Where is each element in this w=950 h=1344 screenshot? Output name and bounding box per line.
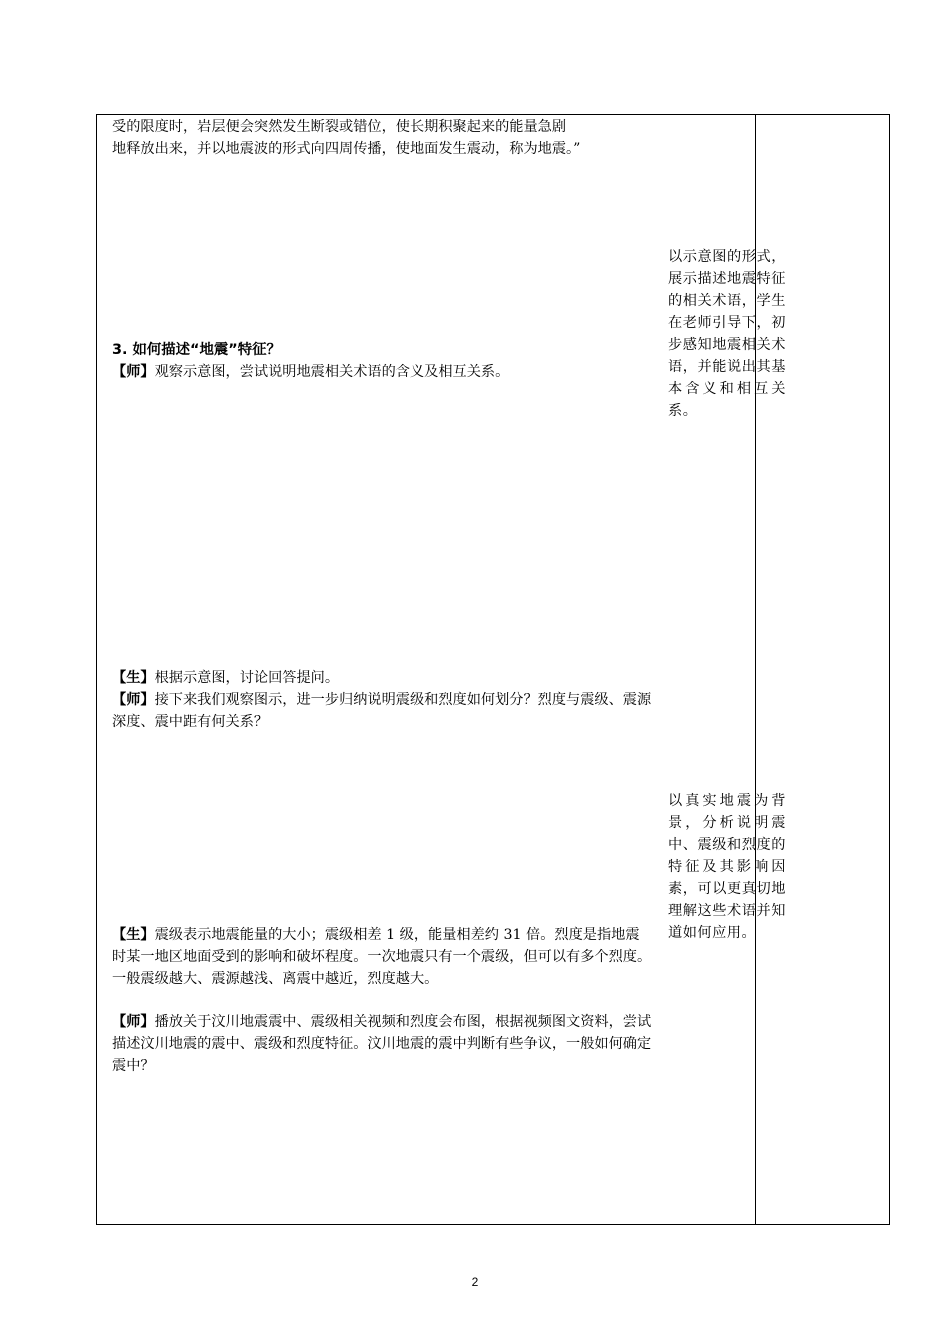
design-note-2: 以真实地震为背景，分析说明震中、震级和烈度的特征及其影响因素，可以更真切地理解这些术语并知道如何应用。 [668, 793, 786, 941]
teacher-tag: 【师】 [112, 692, 155, 708]
teacher-prompt-1 [112, 361, 652, 383]
teacher-tag: 【师】 [112, 1014, 155, 1030]
teacher-prompt-3-text: 播放关于汶川地震震中、震级相关视频和烈度会布图，根据视频图文资料，尝试描述汶川地震的震中、震级和烈度特征。汶川地震的震中判断有些争议，一般如何确定震中？ [112, 1014, 652, 1074]
student-response-1-text: 根据示意图，讨论回答提问。 [154, 670, 340, 686]
student-response-1 [112, 667, 652, 689]
teacher-prompt-3 [112, 1011, 652, 1077]
continued-definition [112, 116, 652, 160]
teacher-tag: 【师】 [112, 364, 155, 380]
teacher-prompt-2-text: 接下来我们观察图示，进一步归纳说明震级和烈度如何划分？烈度与震级、震源深度、震中距有何关系？ [112, 692, 652, 730]
student-tag: 【生】 [112, 670, 155, 686]
page-number: 2 [471, 1275, 479, 1289]
design-note-1: 以示意图的形式，展示描述地震特征的相关术语，学生在老师引导下，初步感知地震相关术语，并能说出其基本含义和相互关系。 [668, 249, 786, 419]
section-3-heading: 3. 如何描述“地震”特征？ [112, 342, 281, 358]
table-top-left-border [97, 114, 199, 115]
teacher-prompt-2 [112, 689, 652, 733]
definition-line-2: 地释放出来，并以地震波的形式向四周传播，使地面发生震动，称为地震。” [112, 141, 581, 157]
discussion-block [112, 667, 652, 733]
student-response-2-text: 震级表示地震能量的大小；震级相差 1 级，能量相差约 31 倍。烈度是指地震时某一地区地面受到的影响和破坏程度。一次地震只有一个震级，但可以有多个烈度。一般震级越大、震源越浅、离震中越近，烈度越大。 [112, 927, 652, 987]
section-3-block [112, 339, 652, 383]
wenchuan-block [112, 1011, 652, 1077]
definition-line-1: 受的限度时，岩层便会突然发生断裂或错位，使长期积聚起来的能量急剧 [112, 119, 567, 135]
student-answer-block [112, 924, 652, 990]
student-tag: 【生】 [112, 927, 155, 943]
teacher-prompt-1-text: 观察示意图，尝试说明地震相关术语的含义及相互关系。 [154, 364, 510, 380]
student-response-2 [112, 924, 652, 990]
